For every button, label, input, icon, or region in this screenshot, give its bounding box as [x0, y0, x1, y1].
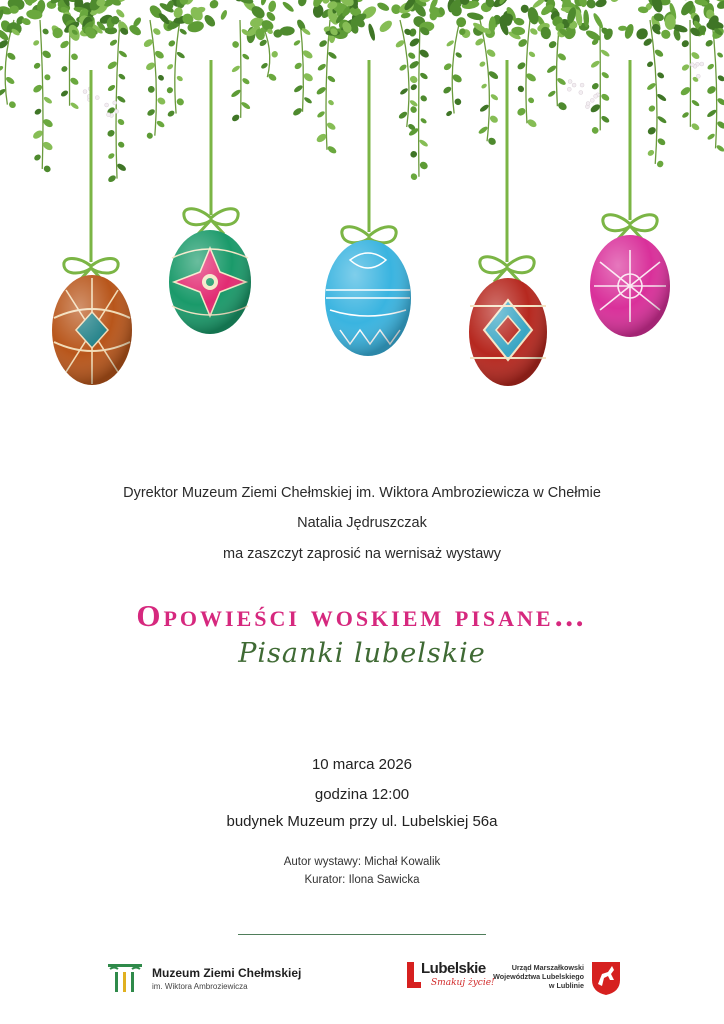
easter-eggs-illustration	[0, 0, 724, 400]
urzad-marszalkowski-logo	[493, 962, 624, 998]
credits-author: Autor wystawy: Michał Kowalik	[283, 856, 441, 868]
museum-logo	[106, 962, 302, 996]
museum-column-icon	[106, 962, 146, 996]
exhibition-subtitle: Pisanki lubelskie	[238, 638, 486, 669]
urzad-line-3: w Lublinie	[548, 981, 584, 990]
easter-egg-red	[469, 60, 547, 386]
event-date: 10 marca 2026	[311, 756, 413, 773]
invitation-line-name: Natalia Jędruszczak	[297, 515, 427, 531]
museum-logo-subtitle: im. Wiktora Ambroziewicza	[152, 982, 248, 991]
invitation-line-invite: ma zaszczyt zaprosić na wernisaż wystawy	[223, 546, 501, 562]
easter-egg-green	[169, 60, 251, 334]
credits-curator: Kurator: Ilona Sawicka	[304, 874, 420, 886]
lubelskie-logo-text: Lubelskie	[421, 960, 486, 977]
easter-egg-brown	[52, 70, 132, 385]
easter-egg-blue	[325, 60, 411, 356]
lubelskie-logo	[403, 958, 493, 998]
divider-line	[238, 934, 486, 935]
easter-egg-pink	[590, 60, 670, 337]
coat-of-arms-icon	[590, 960, 622, 996]
lubelskie-logo-tagline: Smakuj życie!	[431, 978, 495, 988]
urzad-text	[484, 963, 584, 990]
museum-logo-name: Muzeum Ziemi Chełmskiej	[152, 966, 302, 980]
exhibition-title: Opowieści woskiem pisane…	[136, 598, 588, 633]
urzad-line-1: Urząd Marszałkowski	[511, 963, 584, 972]
event-time: godzina 12:00	[314, 786, 410, 803]
urzad-line-2: Województwa Lubelskiego	[493, 972, 584, 981]
event-place: budynek Muzeum przy ul. Lubelskiej 56a	[226, 813, 498, 830]
invitation-line-director: Dyrektor Muzeum Ziemi Chełmskiej im. Wiktora Ambroziewicza w Chełmie	[123, 485, 601, 501]
